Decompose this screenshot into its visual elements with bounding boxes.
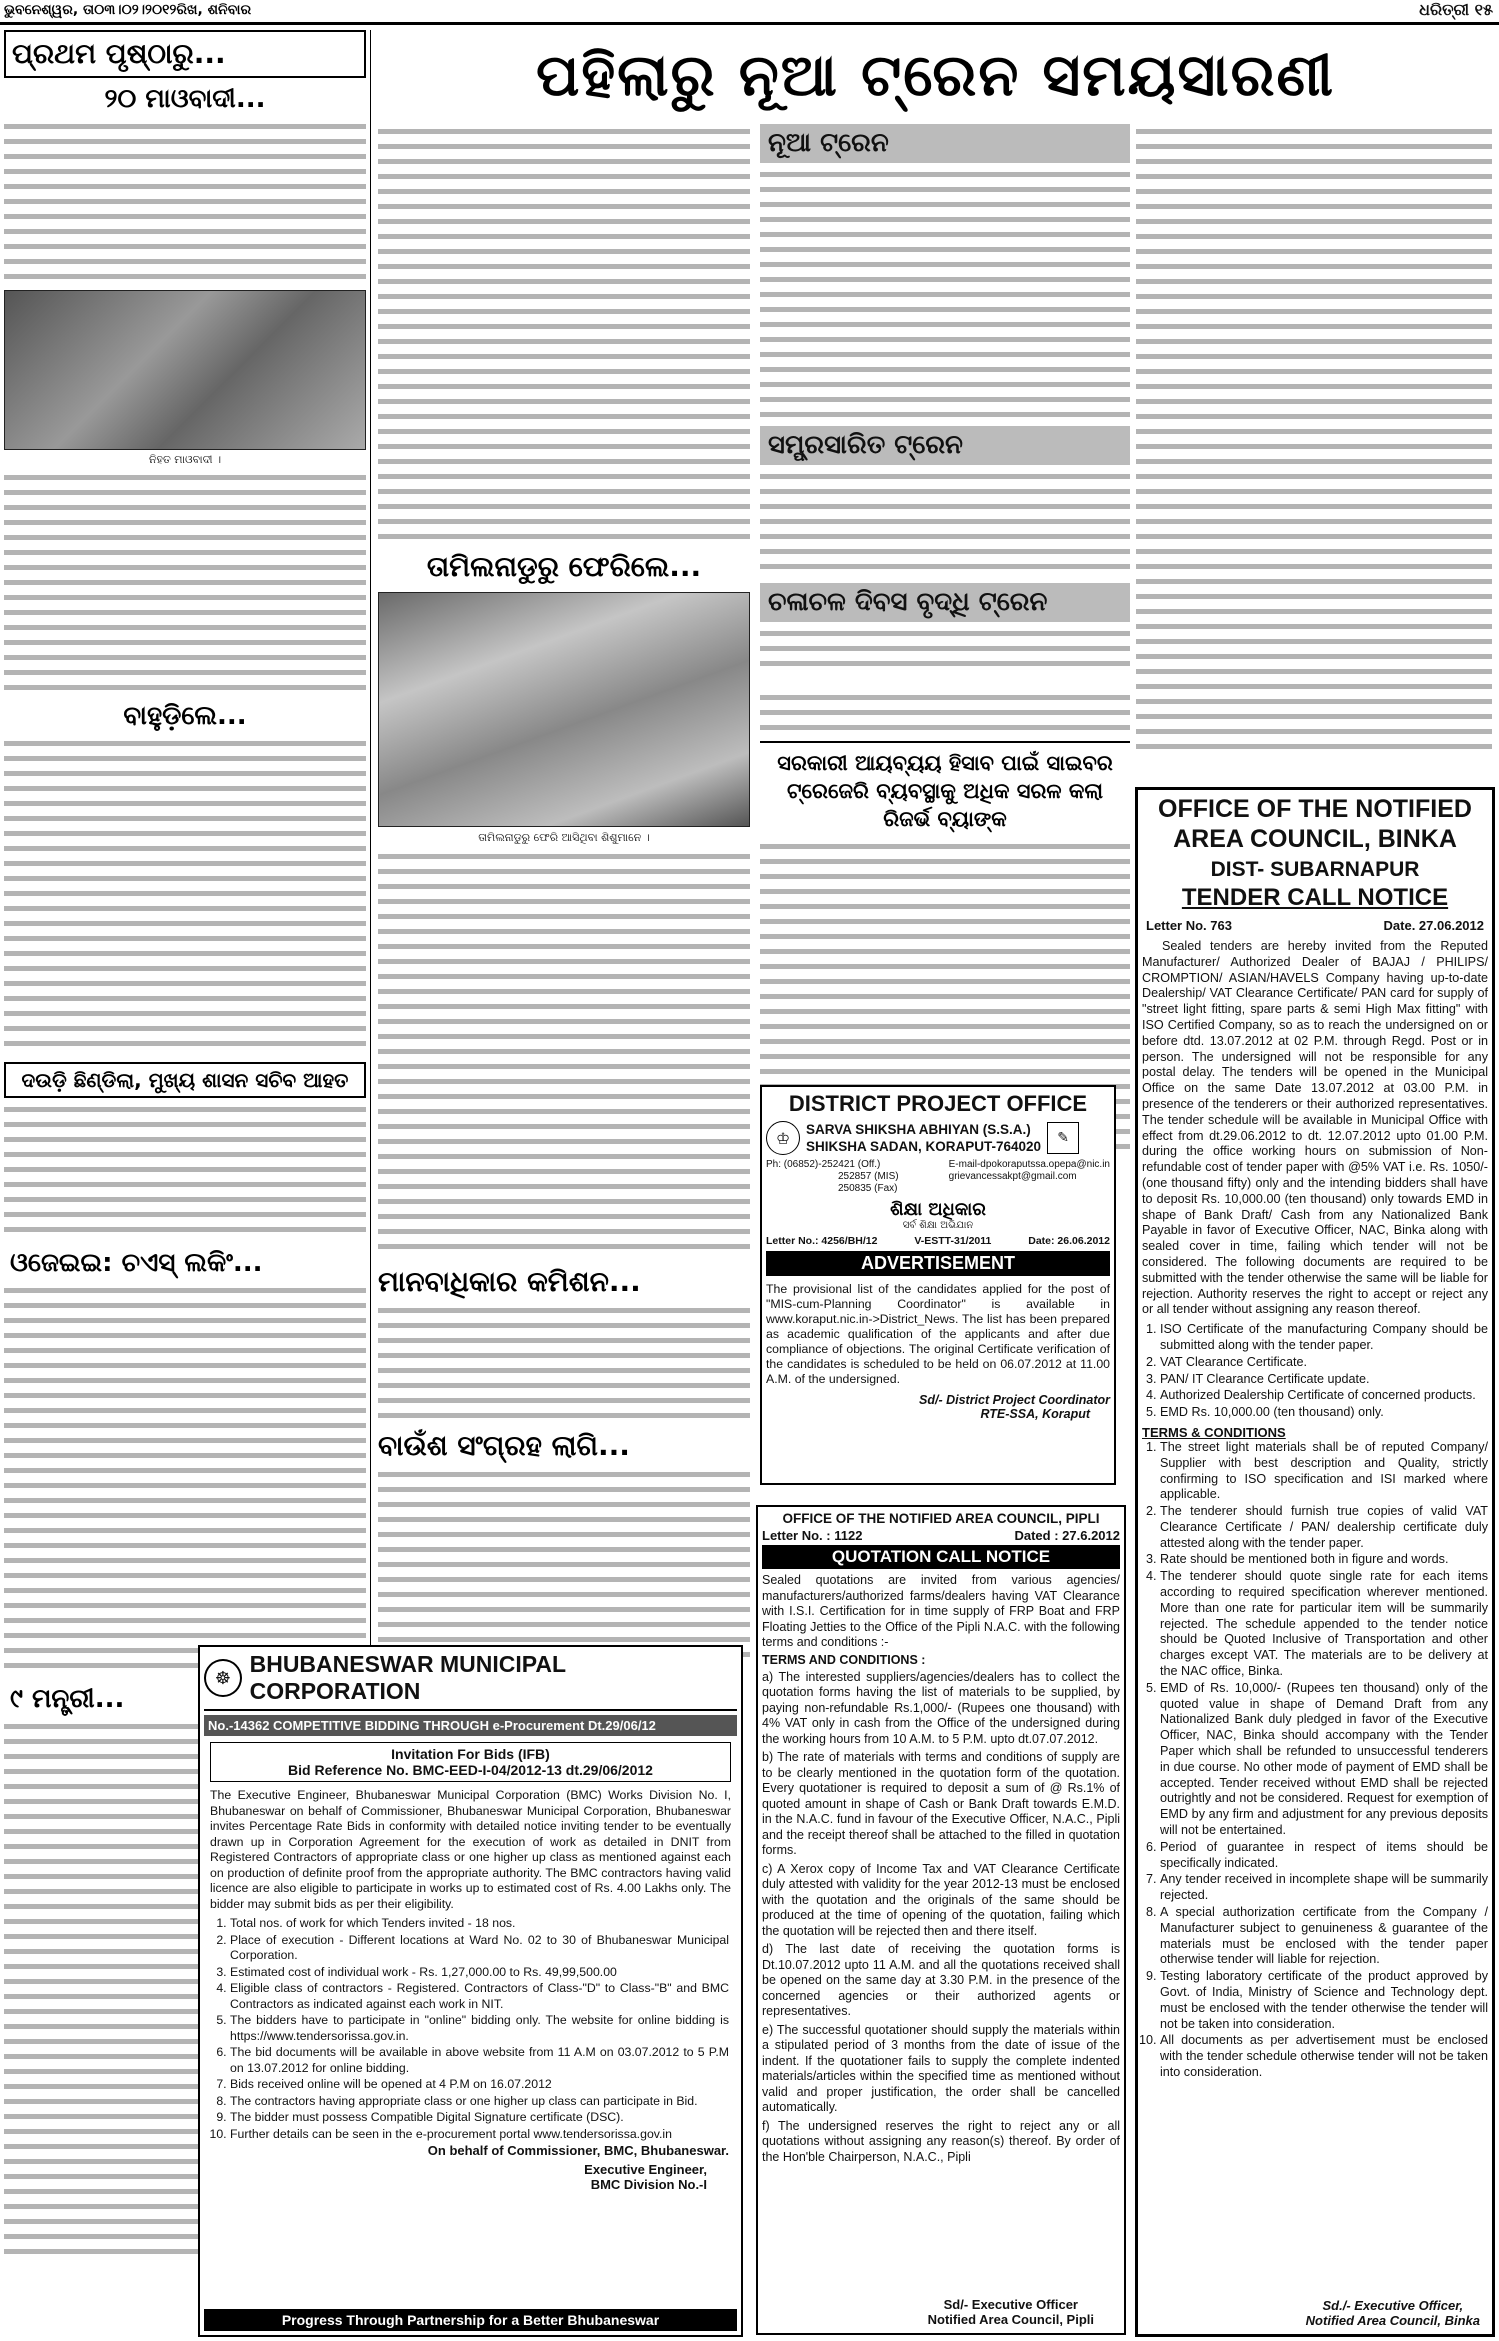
dpo-sign1: Sd/- District Project Coordinator [919,1393,1110,1407]
bmc-item: 4. Eligible class of contractors - Registered. Contractors of Class-"D" to Class-"B" and BMC Contractors as indicated against each work in NIT. [230,1981,729,2012]
govt-emblem-icon: ♔ [766,1121,800,1155]
binka-ref [1142,918,1488,933]
binka-doc: 2. VAT Clearance Certificate. [1160,1355,1488,1371]
binka-term: 1. The street light materials shall be of reputed Company/ Supplier with best description and Quality, strictly confirming to ISO specification and ISI marked where applicable. [1160,1440,1488,1503]
bmc-item: 1. Total nos. of work for which Tenders invited - 18 nos. [230,1916,729,1932]
bmc-item: 7. Bids received online will be opened at 4 P.M on 16.07.2012 [230,2077,729,2093]
subhead-frequency-trains: ଚଳାଚଳ ଦିବସ ବୃଦ୍ଧି ଟ୍ରେନ [760,583,1130,622]
middle-column [378,124,750,1662]
headline-bauns: ବାଉଁଶ ସଂଗ୍ରହ ଲାଗି... [378,1429,630,1462]
binka-term: 4. The tenderer should quote single rate for each items according to required specification wherever mentioned. More than one rate for particular item will be summarily rejected. The schedule appended to the tender notice should be Quoted Inclusive of Transportation and other charges except VAT. The materials are to be delivery at the NAC office, Binka. [1160,1569,1488,1680]
article-text [1136,124,1492,754]
binka-term: 2. The tenderer should furnish true copies of valid VAT Clearance Certificate / PAN/ dealership certificate duly attested along with the tender paper. [1160,1504,1488,1551]
bmc-item: 9. The bidder must possess Compatible Digital Signature certificate (DSC). [230,2110,729,2126]
pipli-ref [762,1528,1120,1543]
pipli-letter: Letter No. : 1122 [762,1528,863,1543]
binka-doc: 3. PAN/ IT Clearance Certificate update. [1160,1372,1488,1388]
dpo-org [766,1121,1110,1155]
bmc-behalf: On behalf of Commissioner, BMC, Bhubaneswar. [427,2143,729,2158]
section-title-box [4,30,366,78]
masthead-rule [0,22,1499,25]
dateline: ଭୁବନେଶ୍ୱର, ତା୦୩।୦୨।୨୦୧୨ରିଖ, ଶନିବାର [4,2,252,18]
bmc-ifb-box [210,1742,731,1782]
rte-logo-text: ଶିକ୍ଷା ଅଧିକାର [890,1199,986,1220]
headline-manavadhikar: ମାନବାଧିକାର କମିଶନ... [378,1265,641,1298]
headline-rope-snapped: ଦଉଡ଼ି ଛିଣ୍ଡିଲା, ମୁଖ୍ୟ ଶାସନ ସଚିବ ଆହତ [21,1068,349,1092]
headline-mantri: ୯ ମନ୍ତ୍ରୀ... [10,1684,125,1714]
article-text [4,1283,366,1678]
binka-sign [1306,2298,1480,2328]
article-text [760,626,1130,671]
subhead-extended-trains: ସମ୍ପ୍ରସାରିତ ଟ୍ରେନ [760,426,1130,465]
article-text [760,690,1130,735]
dpo-phones [766,1159,899,1195]
dpo-vest: V-ESTT-31/2011 [914,1235,992,1247]
news-photo-children [378,592,750,827]
headline-tamilnadu: ତାମିଲନାଡୁରୁ ଫେରିଲେ... [426,550,702,583]
photo-caption: ନିହତ ମାଓବାଦୀ । [148,453,222,466]
bmc-ifb-title: Invitation For Bids (IFB) [391,1746,550,1762]
dpo-date: Date: 26.06.2012 [1028,1235,1110,1247]
article-text [760,167,1130,422]
bmc-item: 5. The bidders have to participate in "online" bidding only. The website for online bidding is https://www.tendersorissa.gov.in. [230,2013,729,2044]
binka-title: TENDER CALL NOTICE [1181,884,1449,911]
binka-term: 3. Rate should be mentioned both in figure and words. [1160,1552,1488,1568]
dpo-adv-banner: ADVERTISEMENT [766,1251,1110,1276]
dpo-sign [766,1393,1110,1421]
article-text [4,470,366,695]
dpo-org-lines [806,1121,1041,1155]
pipli-item: b) The rate of materials with terms and conditions of supply are to be clearly mentioned in the quotation form of the quotation. Every quotationer is required to deposit a sum of @ Rs.1% of quoted amount in shape of Cash or Bank Draft towards E.M.D. in the N.A.C. fund in favour of the Executive Officer, N.A.C., Pipli and the receipt thereof shall be attached to the filled in quotation forms. [762,1750,1120,1857]
binka-doc: 5. EMD Rs. 10,000.00 (ten thousand) only. [1160,1405,1488,1421]
bmc-org-name: BHUBANESWAR MUNICIPAL CORPORATION [249,1651,566,1704]
dpo-sign2: RTE-SSA, Koraput [980,1407,1090,1421]
dpo-fax: 250835 (Fax) [838,1183,898,1194]
binka-sign1: Sd./- Executive Officer, [1322,2298,1464,2313]
binka-terms [1142,1440,1488,2081]
dpo-email: E-mail-dpokoraputssa.opepa@nic.in [948,1159,1110,1170]
pipli-sign [928,2297,1094,2327]
article-text [4,119,366,284]
pipli-item: e) The successful quotationer should supply the materials within a stipulated period of 3 months from the date of issue of the indent. If the quotationer fails to supply the complete indented materials/articles within the specified time as mentioned without valid and proper justification, the order shall be cancelled automatically. [762,2022,1120,2114]
article-text [760,469,1130,579]
train-news-continued [1136,124,1492,754]
binka-term: 7. Any tender received in incomplete shape will be summarily rejected. [1160,1872,1488,1904]
binka-office: OFFICE OF THE NOTIFIED AREA COUNCIL, BINKA [1158,795,1472,853]
article-text [4,736,366,1056]
binka-tender-ad [1135,787,1495,2337]
page-number: ୧୫ [1474,0,1493,19]
binka-date: Date. 27.06.2012 [1383,918,1484,933]
dpo-ref-line [766,1235,1110,1247]
dpo-phone-mis: 252857 (MIS) [838,1171,899,1182]
article-text [4,1102,366,1242]
binka-tc-heading: TERMS & CONDITIONS [1142,1424,1286,1440]
bmc-item: 3. Estimated cost of individual work - Rs. 1,27,000.00 to Rs. 49,99,500.00 [230,1965,729,1981]
binka-letter: Letter No. 763 [1146,918,1232,933]
article-text [378,1467,750,1662]
masthead-right [1419,0,1493,20]
subhead-new-trains: ନୂଆ ଟ୍ରେନ [760,124,1130,163]
dpo-email-grievance: grievancessakpt@gmail.com [948,1171,1077,1182]
dpo-org2: SHIKSHA SADAN, KORAPUT-764020 [806,1139,1042,1154]
dpo-letter: Letter No.: 4256/BH/12 [766,1235,878,1247]
bmc-items [204,1912,737,2142]
pipli-office: OFFICE OF THE NOTIFIED AREA COUNCIL, PIPLI [782,1511,1100,1526]
bmc-bid-ref: Bid Reference No. BMC-EED-I-04/2012-13 dt.29/06/2012 [288,1762,653,1778]
bmc-notice-no: No.-14362 COMPETITIVE BIDDING THROUGH e-Procurement Dt.29/06/12 [204,1715,737,1736]
pipli-intro: Sealed quotations are invited from various agencies/ manufacturers/authorized farms/dealers having VAT Clearance with I.S.I. Certification for in time supply of FRP Boat and FRP Floating Jetties to the Office of the Pipli N.A.C. with the following terms and conditions :- [762,1573,1120,1649]
photo-caption: ତାମିଲନାଡୁରୁ ଫେରି ଆସିଥିବା ଶିଶୁମାନେ । [478,831,650,844]
bmc-item: 10. Further details can be seen in the e-procurement portal www.tendersorissa.gov.in [230,2127,729,2143]
bmc-sign [204,2162,737,2192]
main-headline: ପହିଲାରୁ ନୂଆ ଟ୍ରେନ ସମୟସାରଣୀ [535,41,1336,109]
headline-bahudile: ବାହୁଡ଼ିଲେ... [123,701,247,731]
binka-term: 10. All documents as per advertisement must be enclosed with the tender schedule otherwise tender will not be taken into consideration. [1160,2033,1488,2080]
pipli-sign1: Sd/- Executive Officer [943,2297,1078,2312]
headline-ojee: ଓଜେଇଇ: ଚଏସ୍ ଲକିଂ... [10,1248,263,1278]
dpo-phone: Ph: (06852)-252421 (Off.) [766,1159,881,1170]
article-text [378,849,750,1259]
binka-sign2: Notified Area Council, Binka [1305,2313,1480,2328]
bmc-item: 6. The bid documents will be available in above website from 11 A.M on 03.07.2012 to 5 P.M on 13.07.2012 for online bidding. [230,2045,729,2076]
paper-name: ଧରିତ୍ରୀ [1419,0,1470,19]
article-text [378,1303,750,1423]
news-photo-maoists [4,290,366,450]
binka-term: 6. Period of guarantee in respect of items should be specifically indicated. [1160,1840,1488,1872]
pipli-date: Dated : 27.6.2012 [1014,1528,1120,1543]
bmc-intro: The Executive Engineer, Bhubaneswar Municipal Corporation (BMC) Works Division No. I, Bhubaneswar on behalf of Commissioner, Bhubaneswar Municipal Corporation, Bhubaneswar invites Percentage Rate Bids in conformity with detailed notice inviting tender to be eventually drawn up in Corporation Agreement for the execution of work as detailed in DNIT from Registered Contractors of appropriate class or one higher up class as mentioned against each on production of definite proof from the appropriate authority. The BMC contractors having valid licence are also eligible to participate in works up to estimated cost of Rs. 4.00 Lakhs only. The bidder may submit bids as per their eligibility. [210,1788,731,1911]
bmc-sign-division: BMC Division No.-I [590,2177,707,2192]
binka-term: 5. EMD of Rs. 10,000/- (Rupees ten thousand) only of the quoted value in shape of Demand Draft from any Nationalized Bank duly pledged in favor of the Executive Officer, NAC, Binka should accompany with the Tender Paper which shall be refunded to unsuccessful tenderers in due course. No other mode of payment of EMD shall be accepted. Tender received without EMD shall be rejected outrightly and not be considered. Request for exemption of EMD by any firm and adjustment for any previous deposits will not be entertained. [1160,1681,1488,1839]
binka-intro: Sealed tenders are hereby invited from the Reputed Manufacturer/ Authorized Dealer of BAJAJ / PHILIPS/ CROMPTION/ ASIAN/HAVELS Company having up-to-date Dealership/ VAT Clearance Certificate/ PAN card for supply of "street light fitting, spare parts & semi High Max fitting" with ISO Certified Company, so as to reach the undersigned on or before dtd. 13.07.2012 at 02 P.M. through Regd. Post or in person. The undersigned will not be responsible for any postal delay. The tenders will be opened in the Municipal Office on the same Date 13.07.2012 at 03.00 P.M. in presence of the tenderers or their authorized representatives. The tender schedule will be available in Municipal Office with effect from dt.29.06.2012 to dt. 12.07.2012 upto 01.00 P.M. during the office working hours on submission of Non-refundable cost of tender paper with @5% VAT i.e. Rs. 1050/- (one thousand fifty) only and the intending bidders shall have to deposit Rs. 10,000.00 (ten thousand) only towards EMD in shape of Bank Draft/ Cash from any Nationalized Bank Payable in favor of Executive Officer, NAC, Binka along with sealed cover in time, failing which tender will not be considered. The following documents are required to be submitted with the tender otherwise the same will be liable for rejection. Authority reserves the right to accept or reject any or all tender without assigning any reason thereof. [1142,939,1488,1317]
article-text [378,124,750,544]
headline-box [4,1062,366,1098]
pipli-sign2: Notified Area Council, Pipli [927,2312,1094,2327]
rte-logo [766,1199,1110,1231]
headline-rbi-treasury: ସରକାରୀ ଆୟବ୍ୟୟ ହିସାବ ପାଇଁ ସାଇବର ଟ୍ରେଜେରି ବ୍ୟବସ୍ଥାକୁ ଅଧିକ ସରଳ କଲା ରିଜର୍ଭ ବ୍ୟାଙ୍କ [760,741,1130,833]
pipli-item: f) The undersigned reserves the right to reject any or all quotations without assigning any reason(s) thereof. By order of the Hon'ble Chairperson, N.A.C., Pipli [762,2118,1120,2164]
binka-dist: DIST- SUBARNAPUR [1210,858,1420,881]
bmc-tender-ad [198,1645,743,2337]
bmc-footer: Progress Through Partnership for a Better Bhubaneswar [204,2309,737,2331]
binka-term: 8. A special authorization certificate from the Company / Manufacturer subject to genuineness & guarantee of the materials must be enclosed with the tender paper otherwise tender will liable for rejection. [1160,1905,1488,1968]
dpo-contacts [766,1159,1110,1195]
ssa-logo-icon: ✎ [1047,1122,1079,1154]
bmc-item: 8. The contractors having appropriate class or one higher up class can participate in Bid. [230,2094,729,2110]
rte-logo-sub: ସର୍ବ ଶିକ୍ଷା ଅଭିଯାନ [902,1220,974,1231]
pipli-items [762,1670,1120,2166]
pipli-tc-heading: TERMS AND CONDITIONS : [762,1652,926,1667]
train-news [760,124,1130,671]
dpo-emails [949,1159,1110,1195]
bmc-header [204,1651,737,1711]
bmc-emblem-icon: ☸ [204,1659,242,1697]
dpo-title: DISTRICT PROJECT OFFICE [788,1091,1088,1116]
headline-maobadi: ୨୦ ମାଓବାଦୀ... [104,84,266,114]
dpo-org1: SARVA SHIKSHA ABHIYAN (S.S.A.) [806,1122,1031,1137]
pipli-banner: QUOTATION CALL NOTICE [762,1545,1120,1569]
binka-doc: 1. ISO Certificate of the manufacturing Company should be submitted along with the tender paper. [1160,1322,1488,1354]
bmc-item: 2. Place of execution - Different locations at Ward No. 02 to 30 of Bhubaneswar Municipal Corporation. [230,1933,729,1964]
binka-term: 9. Testing laboratory certificate of the product approved by Govt. of India, Ministry of Science and Technology dept. must be enclosed with the tender otherwise the tender will not be taken into consideration. [1160,1969,1488,2032]
dpo-body: The provisional list of the candidates applied for the post of "MIS-cum-Planning Coordinator" is available in www.koraput.nic.in->District_News. The list has been prepared as academic qualification of the applicants and after due compliance of objections. The original Certificate verification of the candidates is scheduled to be held on 06.07.2012 at 11.00 A.M. of the undersigned. [766,1282,1110,1386]
pipli-item: a) The interested suppliers/agencies/dealers has to collect the quotation forms having the list of materials to be supplied, by paying non-refundable Rs.1,000/- (Rupees one thousand) with 4% VAT only in cash from the Office of the undersigned during the working hours from 10 A.M. to 5 P.M. upto dt.07.07.2012. [762,1669,1120,1746]
dpo-koraput-ad [760,1085,1116,1485]
binka-docs [1142,1322,1488,1421]
pipli-item: d) The last date of receiving the quotation forms is Dt.10.07.2012 upto 11 A.M. and all the quotations received shall be opened on the same day at 3.30 P.M. in the presence of the concerned agencies or their authorized agents or representatives. [762,1942,1120,2018]
binka-doc: 4. Authorized Dealership Certificate of concerned products. [1160,1388,1488,1404]
section-title: ପ୍ରଥମ ପୃଷ୍ଠାରୁ... [12,37,226,70]
pipli-quotation-ad [756,1505,1126,2335]
bmc-sign-title: Executive Engineer, [584,2162,707,2177]
pipli-item: c) A Xerox copy of Income Tax and VAT Clearance Certificate duly attested with validity for the year 2012-13 must be enclosed with the quotation and the originals of the same should be produced at the time of opening of the quotation, failing which the quotation will be rejected then and there itself. [762,1861,1120,1938]
